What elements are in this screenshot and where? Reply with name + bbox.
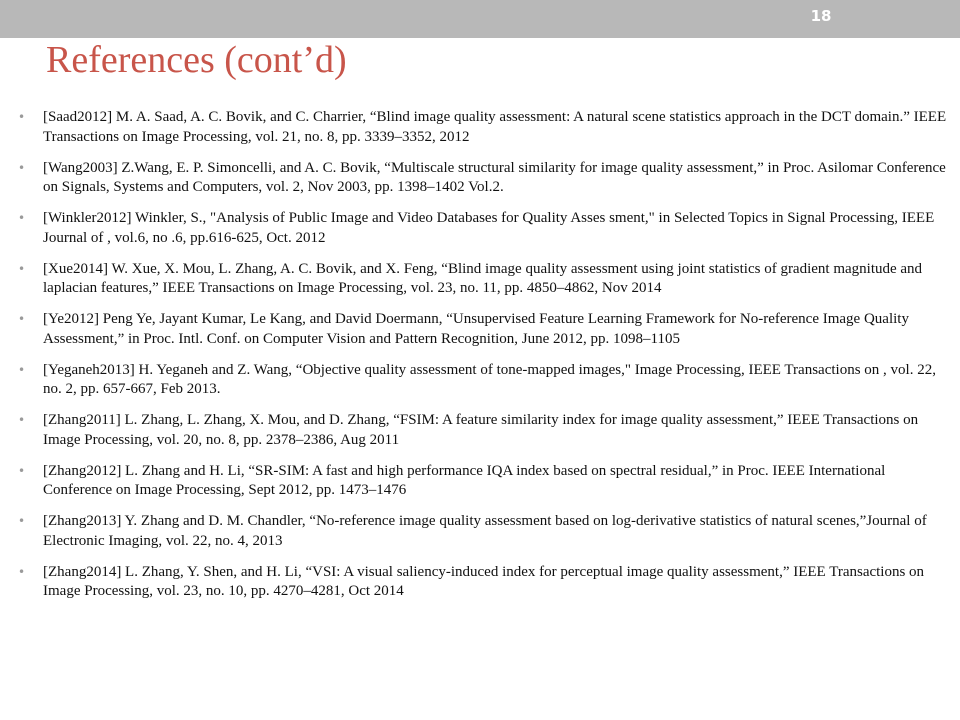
reference-text: [Saad2012] M. A. Saad, A. C. Bovik, and C. Charrier, “Blind image quality assessment: A natural scene statistics approach in the DCT domain.” IEEE Transactions on Image Processing, vol. 21, no. 8, pp. 3339–3352, 2012 (43, 109, 947, 145)
reference-item-zhang2012 (18, 462, 948, 501)
bullet-icon: • (18, 261, 26, 276)
reference-text: [Winkler2012] Winkler, S., "Analysis of Public Image and Video Databases for Quality Asses sment," in Selected Topics in Signal Processing, IEEE Journal of , vol.6, no .6, pp.616-625, Oct. 2012 (43, 210, 935, 246)
bullet-icon: • (18, 160, 26, 175)
bullet-icon: • (18, 312, 26, 326)
reference-item-zhang2011 (18, 411, 948, 450)
bullet-icon: • (18, 564, 26, 579)
reference-text: [Zhang2013] Y. Zhang and D. M. Chandler, “No-reference image quality assessment based on log-derivative statistics of natural scenes,”Journal of Electronic Imaging, vol. 22, no. 4, 2013 (43, 513, 927, 549)
reference-text: [Zhang2014] L. Zhang, Y. Shen, and H. Li, “VSI: A visual saliency-induced index for perceptual image quality assessment,” IEEE Transactions on Image Processing, vol. 23, no. 10, pp. 4270–4281, Oct 2014 (43, 563, 925, 599)
reference-text: [Wang2003] Z.Wang, E. P. Simoncelli, and A. C. Bovik, “Multiscale structural similarity for image quality assessment,” in Proc. Asilomar Conference on Signals, Systems and Computers, vol. 2, Nov 2003, pp. 1398–1402 Vol.2. (43, 159, 946, 195)
reference-text: [Ye2012] Peng Ye, Jayant Kumar, Le Kang, and David Doermann, “Unsupervised Feature Learning Framework for No-reference Image Quality Assessment,” in Proc. Intl. Conf. on Computer Vision and Pattern Recognition, June 2012, pp. 1098–1105 (43, 311, 909, 347)
reference-text: [Zhang2011] L. Zhang, L. Zhang, X. Mou, and D. Zhang, “FSIM: A feature similarity index for image quality assessment,” IEEE Transactions on Image Processing, vol. 20, no. 8, pp. 2378–2386, Aug 2011 (43, 412, 919, 448)
reference-text: [Xue2014] W. Xue, X. Mou, L. Zhang, A. C. Bovik, and X. Feng, “Blind image quality assessment using joint statistics of gradient magnitude and laplacian features,” IEEE Transactions on Image Processing, vol. 23, no. 11, pp. 4850–4862, Nov 2014 (43, 260, 923, 296)
reference-item-winkler2012 (18, 209, 948, 248)
bullet-icon: • (18, 514, 26, 528)
reference-item-yeganeh2013 (18, 361, 948, 400)
reference-item-saad2012 (18, 108, 948, 147)
slide-title: References (cont’d) (46, 39, 347, 81)
references-list (18, 108, 948, 613)
reference-text: [Zhang2012] L. Zhang and H. Li, “SR-SIM: A fast and high performance IQA index based on spectral residual,” in Proc. IEEE International Conference on Image Processing, Sept 2012, pp. 1473–1476 (43, 462, 886, 498)
bullet-icon: • (18, 362, 26, 377)
bullet-icon: • (18, 211, 26, 225)
reference-item-zhang2014 (18, 563, 948, 602)
bullet-icon: • (18, 413, 26, 427)
bullet-icon: • (18, 463, 26, 478)
reference-text: [Yeganeh2013] H. Yeganeh and Z. Wang, “Objective quality assessment of tone-mapped images," Image Processing, IEEE Transactions on , vol. 22, no. 2, pp. 657-667, Feb 2013. (43, 361, 936, 397)
slide-number: 18 (810, 7, 832, 25)
reference-item-zhang2013 (18, 512, 948, 551)
bullet-icon: • (18, 110, 26, 124)
reference-item-ye2012 (18, 310, 948, 349)
reference-item-wang2003 (18, 159, 948, 198)
slide-header-bar (0, 0, 960, 38)
reference-item-xue2014 (18, 260, 948, 299)
